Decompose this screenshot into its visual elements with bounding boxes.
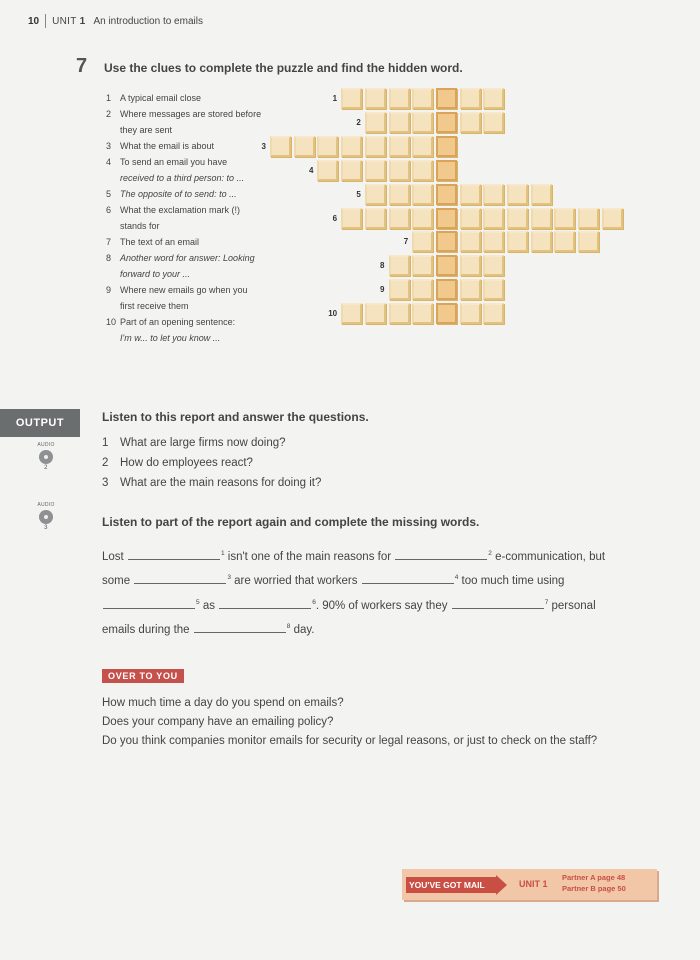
- puzzle-cell[interactable]: [460, 208, 481, 229]
- puzzle-cell[interactable]: [294, 136, 315, 157]
- clue-text: The opposite of to send: to ...: [120, 189, 237, 199]
- puzzle-row-number: 3: [261, 141, 266, 151]
- puzzle-cell[interactable]: [507, 184, 528, 205]
- puzzle-cell[interactable]: [341, 136, 362, 157]
- clue-3: [106, 138, 266, 154]
- clue-number: 8: [106, 253, 112, 263]
- clue-text: What the exclamation mark (!) stands for: [120, 205, 241, 231]
- gap-line-4: emails during the $^8$ day.: [102, 620, 315, 636]
- puzzle-cell[interactable]: [365, 184, 386, 205]
- crossword-puzzle: [0, 0, 700, 400]
- clue-6: [106, 202, 266, 234]
- puzzle-cell[interactable]: [412, 255, 433, 276]
- clue-9: [106, 282, 266, 314]
- discussion-question-3: Do you think companies monitor emails for security or legal reasons, or just to check on the staff?: [102, 735, 598, 747]
- puzzle-cell[interactable]: [389, 208, 410, 229]
- puzzle-cell[interactable]: [460, 112, 481, 133]
- gap-line-1: Lost $^1$ isn't one of the main reasons for $^2$ e-communication, but: [102, 547, 605, 563]
- hidden-word-cell[interactable]: [436, 231, 457, 252]
- gap-blank-7[interactable]: [452, 596, 544, 609]
- puzzle-cell[interactable]: [365, 88, 386, 109]
- exercise-title: Use the clues to complete the puzzle and find the hidden word.: [104, 61, 463, 75]
- hidden-word-cell[interactable]: [436, 279, 457, 300]
- clue-text: A typical email close: [120, 93, 202, 103]
- puzzle-cell[interactable]: [389, 112, 410, 133]
- gap-blank-5[interactable]: [103, 596, 195, 609]
- question-3: 3 What are the main reasons for doing it?: [102, 477, 322, 489]
- puzzle-cell[interactable]: [460, 279, 481, 300]
- puzzle-cell[interactable]: [554, 231, 575, 252]
- puzzle-cell[interactable]: [270, 136, 291, 157]
- cd-icon: [39, 450, 53, 464]
- hidden-word-cell[interactable]: [436, 160, 457, 181]
- clue-text: Another word for answer: Looking forward to your ...: [120, 253, 255, 279]
- clue-number: 4: [106, 157, 112, 167]
- discussion-question-2: Does your company have an emailing policy?: [102, 716, 334, 728]
- audio-track-2[interactable]: [28, 442, 64, 471]
- puzzle-row-number: 1: [332, 94, 338, 103]
- puzzle-cell[interactable]: [389, 303, 410, 324]
- puzzle-cell[interactable]: [341, 160, 362, 181]
- puzzle-cell[interactable]: [389, 255, 410, 276]
- puzzle-cell[interactable]: [507, 231, 528, 252]
- youve-got-mail-label: YOU'VE GOT MAIL: [406, 877, 496, 893]
- puzzle-cell[interactable]: [365, 112, 386, 133]
- clue-10: [106, 314, 266, 346]
- puzzle-cell[interactable]: [554, 208, 575, 229]
- puzzle-cell[interactable]: [483, 184, 504, 205]
- puzzle-cell[interactable]: [317, 136, 338, 157]
- puzzle-row-number: 2: [356, 117, 361, 127]
- arrow-right-icon: [496, 875, 507, 895]
- puzzle-cell[interactable]: [483, 279, 504, 300]
- unit-title: An introduction to emails: [93, 15, 203, 27]
- puzzle-cell[interactable]: [412, 184, 433, 205]
- clue-5: [106, 186, 266, 202]
- puzzle-cell[interactable]: [483, 303, 504, 324]
- puzzle-cell[interactable]: [412, 160, 433, 181]
- puzzle-row-number: 10: [328, 309, 338, 319]
- puzzle-cell[interactable]: [412, 279, 433, 300]
- discussion-question-1: How much time a day do you spend on emails?: [102, 697, 344, 709]
- puzzle-cell[interactable]: [483, 255, 504, 276]
- puzzle-cell[interactable]: [412, 208, 433, 229]
- page-header: [28, 14, 203, 28]
- audio-track-number: 2: [44, 465, 48, 471]
- page-number: 10: [28, 15, 40, 27]
- clue-text: Where new emails go when you first receive them: [120, 285, 248, 311]
- puzzle-cell[interactable]: [412, 112, 433, 133]
- audio-track-number: 3: [44, 525, 48, 531]
- question-1: 1 What are large firms now doing?: [102, 437, 286, 449]
- puzzle-cell[interactable]: [389, 88, 410, 109]
- puzzle-cell[interactable]: [460, 184, 481, 205]
- output-tag: OUTPUT: [0, 409, 80, 437]
- puzzle-cell[interactable]: [389, 184, 410, 205]
- partner-b-page: Partner B page 50: [562, 884, 626, 893]
- puzzle-cell[interactable]: [412, 231, 433, 252]
- puzzle-cell[interactable]: [460, 255, 481, 276]
- puzzle-cell[interactable]: [389, 160, 410, 181]
- exercise-number: 7: [76, 55, 88, 77]
- output-title: Listen to this report and answer the questions.: [102, 410, 369, 424]
- puzzle-cell[interactable]: [341, 303, 362, 324]
- clue-number: 2: [106, 109, 112, 119]
- audio-label: AUDIO: [37, 502, 55, 508]
- puzzle-cell[interactable]: [412, 136, 433, 157]
- puzzle-cell[interactable]: [507, 208, 528, 229]
- puzzle-row-number: 7: [403, 237, 409, 247]
- puzzle-cell[interactable]: [531, 208, 552, 229]
- clue-number: 5: [106, 189, 112, 199]
- puzzle-cell[interactable]: [365, 208, 386, 229]
- clue-number: 7: [106, 237, 112, 247]
- gap-blank-8[interactable]: [194, 620, 286, 633]
- cd-icon: [39, 510, 53, 524]
- puzzle-cell[interactable]: [317, 160, 338, 181]
- gap-line-3: $^5$ as $^6$. 90% of workers say they $^7$ personal: [102, 596, 596, 612]
- puzzle-row-number: 6: [332, 213, 338, 223]
- puzzle-cell[interactable]: [483, 208, 504, 229]
- gap-line-2: some $^3$ are worried that workers $^4$ too much time using: [102, 571, 564, 587]
- hidden-word-cell[interactable]: [436, 303, 457, 324]
- puzzle-cell[interactable]: [460, 303, 481, 324]
- partner-files-banner[interactable]: [402, 869, 657, 900]
- hidden-word-cell[interactable]: [436, 255, 457, 276]
- puzzle-cell[interactable]: [412, 88, 433, 109]
- clue-number: 9: [106, 285, 112, 295]
- puzzle-row-number: 9: [380, 285, 385, 295]
- question-2: 2 How do employees react?: [102, 457, 253, 469]
- header-divider: [45, 14, 46, 28]
- puzzle-row-number: 8: [380, 261, 385, 271]
- puzzle-cell[interactable]: [389, 136, 410, 157]
- audio-label: AUDIO: [37, 442, 55, 448]
- puzzle-row-number: 5: [356, 189, 361, 199]
- gap-blank-3[interactable]: [134, 571, 226, 584]
- puzzle-cell[interactable]: [531, 184, 552, 205]
- hidden-word-cell[interactable]: [436, 112, 457, 133]
- puzzle-cell[interactable]: [460, 88, 481, 109]
- hidden-word-cell[interactable]: [436, 208, 457, 229]
- hidden-word-cell[interactable]: [436, 88, 457, 109]
- partner-a-page: Partner A page 48: [562, 873, 626, 882]
- clue-8: [106, 250, 266, 282]
- clue-number: 3: [106, 141, 112, 151]
- puzzle-cell[interactable]: [483, 231, 504, 252]
- puzzle-cell[interactable]: [483, 112, 504, 133]
- puzzle-cell[interactable]: [341, 208, 362, 229]
- clue-text: Where messages are stored before they are sent: [120, 109, 262, 135]
- clue-1: [106, 90, 266, 106]
- unit-label: UNIT 1: [52, 15, 86, 27]
- puzzle-cell[interactable]: [341, 88, 362, 109]
- clue-7: [106, 234, 266, 250]
- footer-unit: UNIT 1: [519, 879, 548, 889]
- gap-fill-title: Listen to part of the report again and complete the missing words.: [102, 515, 480, 529]
- puzzle-cell[interactable]: [365, 136, 386, 157]
- over-to-you-tag: OVER TO YOU: [102, 669, 184, 683]
- puzzle-row-number: 4: [308, 165, 314, 175]
- audio-track-3[interactable]: [28, 502, 64, 531]
- puzzle-cell[interactable]: [483, 88, 504, 109]
- clue-text: Part of an opening sentence: I'm w... to let you know ...: [120, 317, 236, 343]
- clue-number: 10: [106, 317, 117, 327]
- puzzle-cell[interactable]: [412, 303, 433, 324]
- puzzle-cell[interactable]: [389, 279, 410, 300]
- puzzle-cell[interactable]: [531, 231, 552, 252]
- puzzle-cell[interactable]: [365, 303, 386, 324]
- gap-blank-2[interactable]: [395, 547, 487, 560]
- puzzle-cell[interactable]: [578, 208, 599, 229]
- clue-number: 6: [106, 205, 112, 215]
- hidden-word-cell[interactable]: [436, 136, 457, 157]
- hidden-word-cell[interactable]: [436, 184, 457, 205]
- puzzle-cell[interactable]: [578, 231, 599, 252]
- gap-blank-1[interactable]: [128, 547, 220, 560]
- clue-text: The text of an email: [120, 237, 200, 247]
- clue-number: 1: [106, 93, 112, 103]
- clue-text: What the email is about: [120, 141, 215, 151]
- clue-text: To send an email you have received to a third person: to ...: [120, 157, 245, 183]
- puzzle-cell[interactable]: [460, 231, 481, 252]
- gap-blank-6[interactable]: [219, 596, 311, 609]
- clue-list: [106, 90, 266, 346]
- puzzle-cell[interactable]: [365, 160, 386, 181]
- clue-2: [106, 106, 266, 138]
- puzzle-cell[interactable]: [602, 208, 623, 229]
- gap-blank-4[interactable]: [362, 571, 454, 584]
- clue-4: [106, 154, 266, 186]
